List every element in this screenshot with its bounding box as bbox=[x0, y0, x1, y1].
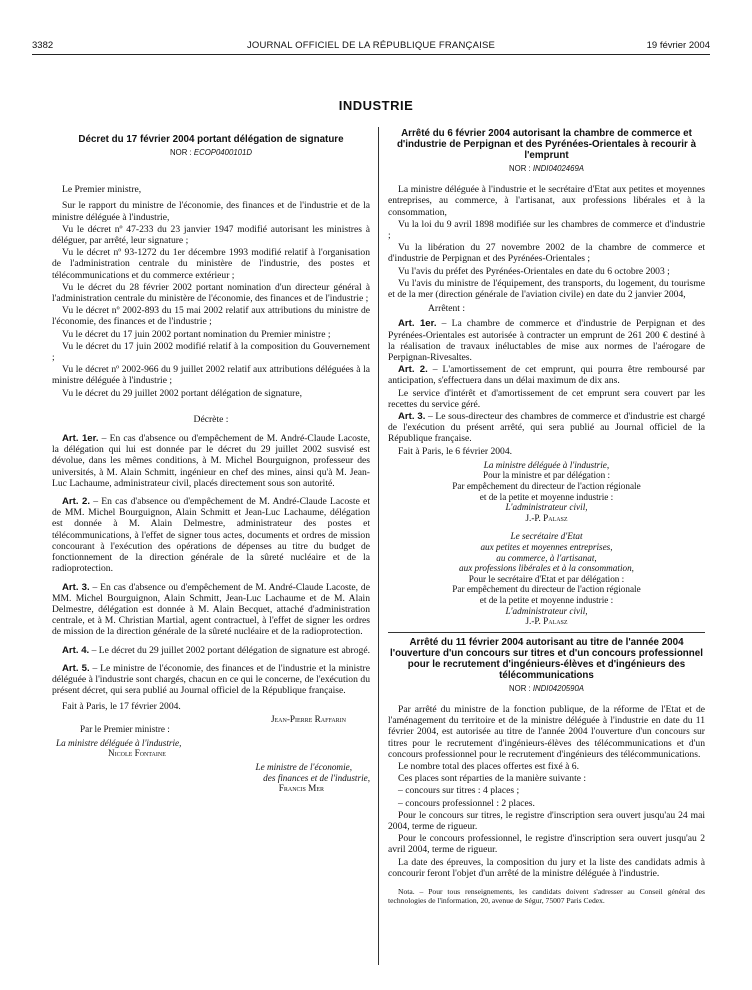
sig-line-5: J.-P. Palasz bbox=[525, 512, 568, 523]
arrete-column bbox=[388, 128, 705, 906]
arrete2-para-4: – concours professionnel : 2 places. bbox=[398, 797, 535, 809]
sig-line-0: La ministre déléguée à l'industrie, bbox=[483, 459, 610, 470]
sig-line-7: aux petites et moyennes entreprises, bbox=[480, 542, 613, 553]
arrete2-para-7: La date des épreuves, la composition du jury et la liste des candidats admis à concourir feront l'objet d'un arrêté de la ministre déléguée à l'industrie. bbox=[388, 856, 705, 879]
visa-6: Vu le décret du 17 juin 2002 modifié relatif à la composition du Gouvernement ; bbox=[52, 340, 370, 364]
arrete2-para-2: Ces places sont réparties de la manière suivante : bbox=[398, 773, 587, 785]
decree-article-3: Art. 3. – En cas d'absence ou d'empêchement de M. André-Claude Lacoste, de MM. Michel Bourguignon, Alain Schmitt, Jean-Luc Lachaume et de M. Alain Delmestre, délégation est donnée à M. Alain Becquet, attaché d'administration centrale, et à M. Christian Martial, agent contractuel, à l'effet de signer les ordres de mission de la direction générale de la sûreté nucléaire et de la radioprotection. bbox=[52, 581, 370, 638]
journal-title: JOURNAL OFFICIEL DE LA RÉPUBLIQUE FRANÇAISE bbox=[246, 40, 496, 51]
decree-column bbox=[52, 128, 370, 794]
page-number: 3382 bbox=[32, 40, 54, 51]
column-divider bbox=[378, 127, 379, 965]
par-premier-ministre: Par le Premier ministre : bbox=[80, 724, 170, 735]
arrete1-article-2b: Le service d'intérêt et d'amortissement de cet emprunt sera couvert par les recettes du service géré. bbox=[388, 387, 705, 410]
arrete2-nor: NOR : INDI0420590A bbox=[509, 683, 584, 693]
visa-4: Vu le décret nº 2002-893 du 15 mai 2002 relatif aux attributions du ministre de l'économie, des finances et de l'industrie ; bbox=[52, 305, 370, 328]
arrete2-para-5: Pour le concours sur titres, le registre d'inscription sera ouvert jusqu'au 24 mai 2004, terme de rigueur. bbox=[388, 809, 705, 833]
sig-line-11: Par empêchement du directeur de l'action régionale bbox=[452, 584, 641, 595]
sig-line-3: et de la petite et moyenne industrie : bbox=[479, 491, 614, 502]
decree-article-5: Art. 5. – Le ministre de l'économie, des finances et de l'industrie et la ministre déléguée à l'industrie sont chargés, chacun en ce qui le concerne, de l'exécution du présent décret, qui sera publié au Journal officiel de la République française. bbox=[52, 662, 370, 697]
sig-line-1: Pour la ministre et par délégation : bbox=[482, 470, 611, 481]
sig-line-6: Le secrétaire d'Etat bbox=[510, 531, 583, 542]
sig-line-10: Pour le secrétaire d'Etat et par délégation : bbox=[468, 573, 625, 584]
sig-line-9: aux professions libérales et à la consommation, bbox=[459, 563, 634, 574]
sig-line-8: au commerce, à l'artisanat, bbox=[496, 552, 597, 563]
decree-fait: Fait à Paris, le 17 février 2004. bbox=[62, 701, 181, 713]
decree-title: Décret du 17 février 2004 portant délégation de signature bbox=[78, 134, 344, 145]
decree-article-2: Art. 2. – En cas d'absence ou d'empêchement de M. André-Claude Lacoste et de MM. Michel Bourguignon, Alain Schmitt et Jean-Luc Lachaume, délégation est donnée à M. Alain Delmestre, administrateur des postes et télécommunications, à l'effet de signer tous actes, documents et ordres de mission concourant à l'exécution des opérations de dépenses au titre du budget de fonctionnement de la direction générale de la sûreté nucléaire et de la radioprotection. bbox=[52, 496, 370, 575]
visa-1: Vu le décret nº 47-233 du 23 janvier 1947 modifié autorisant les ministres à déléguer, par arrêté, leur signature ; bbox=[52, 223, 370, 247]
visa-8: Vu le décret du 29 juillet 2002 portant délégation de signature, bbox=[62, 387, 302, 399]
visa-7: Vu le décret nº 2002-966 du 9 juillet 2002 relatif aux attributions déléguées à la ministre déléguée à l'industrie ; bbox=[52, 364, 370, 387]
arrete2-title: Arrêté du 11 février 2004 autorisant au titre de l'année 2004 l'ouverture d'un concours sur titres et d'un concours professionnel pour le recrutement d'ingénieurs-élèves et d'ingénieurs des télécommunications bbox=[390, 636, 703, 681]
arrete1-article-1: Art. 1er. – La chambre de commerce et d'industrie de Perpignan et des Pyrénées-Orientales est autorisée à contracter un emprunt de 261 200 € destiné à la réalisation de travaux inéluctables de mise aux normes de l'aérogare de Perpignan-Rivesaltes. bbox=[388, 318, 705, 364]
arrete1-visa-2: Vu la libération du 27 novembre 2002 de la chambre de commerce et d'industrie de Perpignan et des Pyrénées-Orientales ; bbox=[388, 242, 705, 265]
arrete1-title: Arrêté du 6 février 2004 autorisant la chambre de commerce et d'industrie de Perpignan et des Pyrénées-Orientales à recourir à l'emprunt bbox=[396, 128, 697, 161]
decree-article-1: Art. 1er. – En cas d'absence ou d'empêchement de M. André-Claude Lacoste, la délégation qui lui est donnée par le décret du 29 juillet 2002 susvisé est dévolue, dans les mêmes conditions, à M. Michel Bourguignon, professeur des universités, à M. Alain Schmitt, ingénieur en chef des mines, ainsi qu'à M. Jean-Luc Lachaume, administrateur civil, placés directement sous son autorité. bbox=[52, 433, 370, 489]
issue-date: 19 février 2004 bbox=[646, 40, 710, 51]
arrete1-visa-1: Vu la loi du 9 avril 1898 modifiée sur les chambres de commerce et d'industrie ; bbox=[388, 218, 705, 242]
arrete1-article-3: Art. 3. – Le sous-directeur des chambres de commerce et d'industrie est chargé de l'exécution du présent arrêté, qui sera publié au Journal officiel de la République française. bbox=[388, 411, 705, 445]
decree-nor: NOR : ECOP0400101D bbox=[170, 148, 252, 157]
role-ministre-deleguee: La ministre déléguée à l'industrie, bbox=[56, 737, 182, 748]
role-finances: des finances et de l'industrie, bbox=[263, 772, 370, 783]
article-separator bbox=[388, 632, 705, 633]
visa-2: Vu le décret nº 93-1272 du 1er décembre 1993 modifié relatif à l'organisation de l'administration centrale du ministère de l'industrie, des postes et télécommunications et du commerce extérieur ; bbox=[52, 247, 370, 281]
arrete2-para-1: Le nombre total des places offertes est fixé à 6. bbox=[398, 761, 579, 772]
sig-line-2: Par empêchement du directeur de l'action régionale bbox=[452, 481, 641, 492]
arrete1-article-2: Art. 2. – L'amortissement de cet emprunt, qui pourra être remboursé par anticipation, s'effectuera dans un délai maximum de dix ans. bbox=[388, 364, 705, 387]
signer-pm: Jean-Pierre Raffarin bbox=[270, 713, 346, 724]
arrete1-fait: Fait à Paris, le 6 février 2004. bbox=[398, 445, 513, 457]
arrete2-para-3: – concours sur titres : 4 places ; bbox=[398, 785, 520, 797]
arrete2-para-6: Pour le concours professionnel, le registre d'inscription sera ouvert jusqu'au 2 avril 2004, terme de rigueur. bbox=[388, 833, 705, 856]
visa-5: Vu le décret du 17 juin 2002 portant nomination du Premier ministre ; bbox=[62, 328, 331, 340]
signer-fontaine: Nicole Fontaine bbox=[108, 748, 166, 759]
arrete1-visa-0: La ministre déléguée à l'industrie et le secrétaire d'Etat aux petites et moyennes entreprises, au commerce, à l'artisanat, aux professions libérales et à la consommation, bbox=[388, 184, 705, 218]
header-rule bbox=[32, 54, 710, 55]
sig-line-13: L'administrateur civil, bbox=[505, 605, 588, 616]
decree-article-4: Art. 4. – Le décret du 29 juillet 2002 portant délégation de signature est abrogé. bbox=[62, 644, 370, 656]
arrete1-nor: NOR : INDI0402469A bbox=[509, 164, 584, 173]
sig-line-4: L'administrateur civil, bbox=[505, 502, 588, 513]
arrete2-para-0: Par arrêté du ministre de la fonction publique, de la réforme de l'Etat et de l'aménagement du territoire et de la ministre déléguée à l'industrie en date du 11 février 2004, est autorisée au titre de l'année 2004 l'ouverture d'un concours sur titres pour le recrutement d'ingénieurs-élèves des télécommunications et d'un concours professionnel pour le recrutement d'ingénieurs des télécommunications. bbox=[388, 703, 705, 760]
arrete1-signatures bbox=[388, 460, 705, 627]
section-title: INDUSTRIE bbox=[338, 98, 414, 113]
sig-line-12: et de la petite et moyenne industrie : bbox=[479, 595, 614, 605]
decrete-label: Décrète : bbox=[193, 413, 229, 425]
arrete2-note: Nota. – Pour tous renseignements, les candidats doivent s'adresser au Conseil général des technologies de l'information, 20, avenue de Ségur, 75007 Paris Cedex. bbox=[388, 887, 705, 906]
visa-0: Sur le rapport du ministre de l'économie, des finances et de l'industrie et de la ministre déléguée à l'industrie, bbox=[52, 200, 370, 223]
arretent-label: Arrêtent : bbox=[428, 303, 466, 315]
visa-3: Vu le décret du 28 février 2002 portant nomination d'un directeur général à l'administration centrale du ministère de l'économie, des finances et de l'industrie ; bbox=[52, 281, 370, 305]
decree-signatures bbox=[52, 714, 370, 794]
page-header bbox=[32, 40, 710, 54]
decree-intro: Le Premier ministre, bbox=[62, 184, 142, 196]
arrete1-visa-4: Vu l'avis du ministre de l'équipement, des transports, du logement, du tourisme et de la mer (direction générale de l'aviation civile) en date du 2 janvier 2004, bbox=[388, 277, 705, 301]
signer-mer: Francis Mer bbox=[278, 783, 324, 794]
arrete1-visa-3: Vu l'avis du préfet des Pyrénées-Orientales en date du 6 octobre 2003 ; bbox=[398, 265, 670, 277]
role-ministre-economie: Le ministre de l'économie, bbox=[255, 761, 352, 772]
sig-line-14: J.-P. Palasz bbox=[525, 616, 568, 627]
